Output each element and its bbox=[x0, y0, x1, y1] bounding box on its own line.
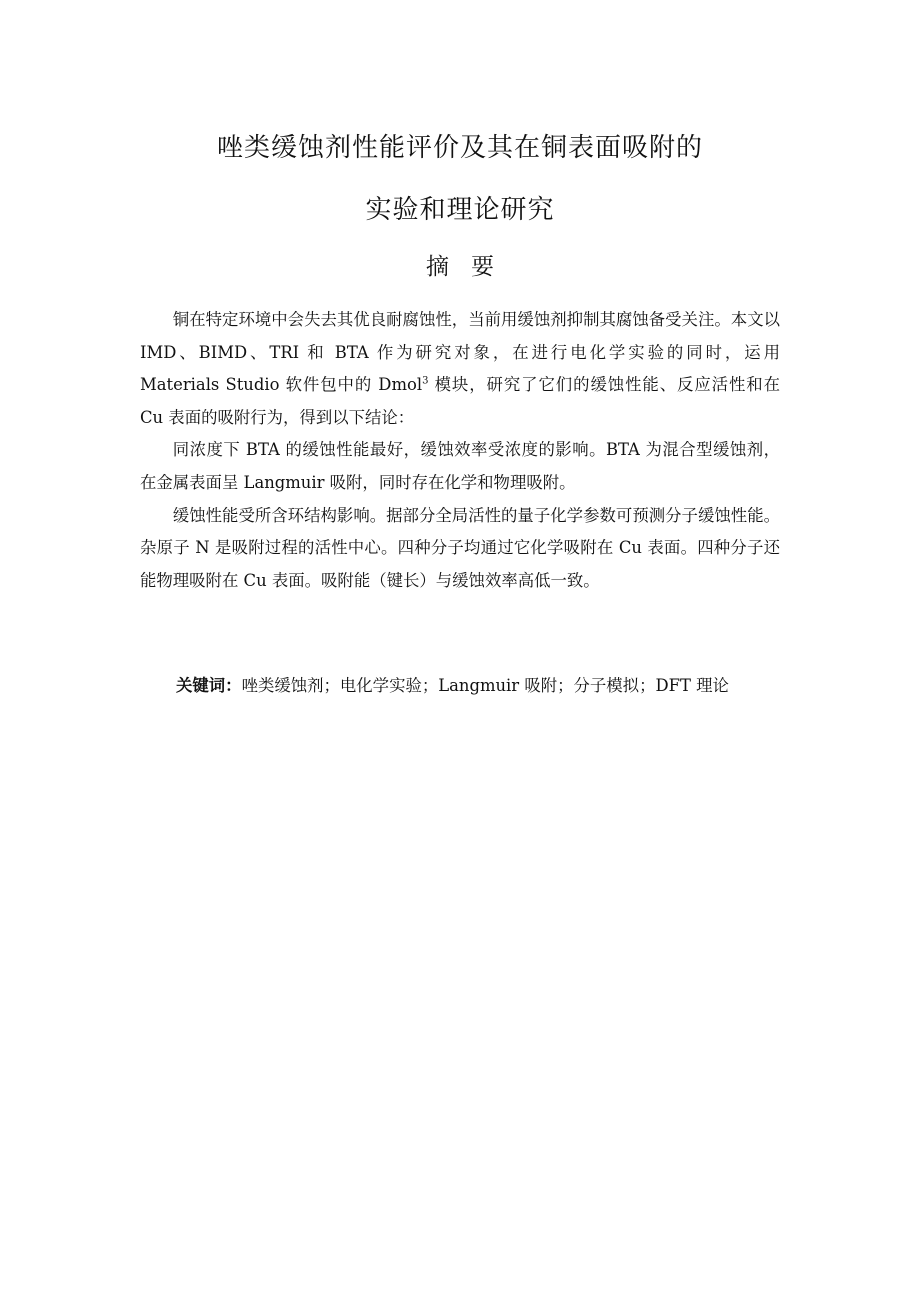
keywords-label: 关键词： bbox=[176, 676, 242, 695]
abstract-body bbox=[140, 304, 780, 597]
title-line-1: 唑类缓蚀剂性能评价及其在铜表面吸附的 bbox=[216, 133, 703, 163]
abstract-paragraph-2: 同浓度下 BTA 的缓蚀性能最好，缓蚀效率受浓度的影响。BTA 为混合型缓蚀剂，在金属表面呈 Langmuir 吸附，同时存在化学和物理吸附。 bbox=[140, 440, 780, 492]
abstract-heading: 摘要 bbox=[426, 254, 516, 280]
keywords-text: 唑类缓蚀剂；电化学实验；Langmuir 吸附；分子模拟；DFT 理论 bbox=[241, 676, 729, 695]
paragraph-1-text-b: 模块，研究了它们的缓蚀性能、反应活性和在 Cu 表面的吸附行为，得到以下结论： bbox=[140, 375, 780, 427]
paragraph-1-text-a: 铜在特定环境中会失去其优良耐腐蚀性，当前用缓蚀剂抑制其腐蚀备受关注。本文以 IMD、BIMD、TRI 和 BTA 作为研究对象，在进行电化学实验的同时，运用 Materials Studio 软件包中的 Dmol bbox=[140, 310, 780, 395]
superscript-3: 3 bbox=[422, 375, 429, 387]
abstract-paragraph-3: 缓蚀性能受所含环结构影响。据部分全局活性的量子化学参数可预测分子缓蚀性能。杂原子 N 是吸附过程的活性中心。四种分子均通过它化学吸附在 Cu 表面。四种分子还能物理吸附在 Cu 表面。吸附能（键长）与缓蚀效率高低一致。 bbox=[140, 505, 780, 590]
title-line-2: 实验和理论研究 bbox=[365, 195, 555, 225]
keywords-line bbox=[176, 670, 786, 702]
abstract-paragraph-1 bbox=[140, 304, 780, 434]
